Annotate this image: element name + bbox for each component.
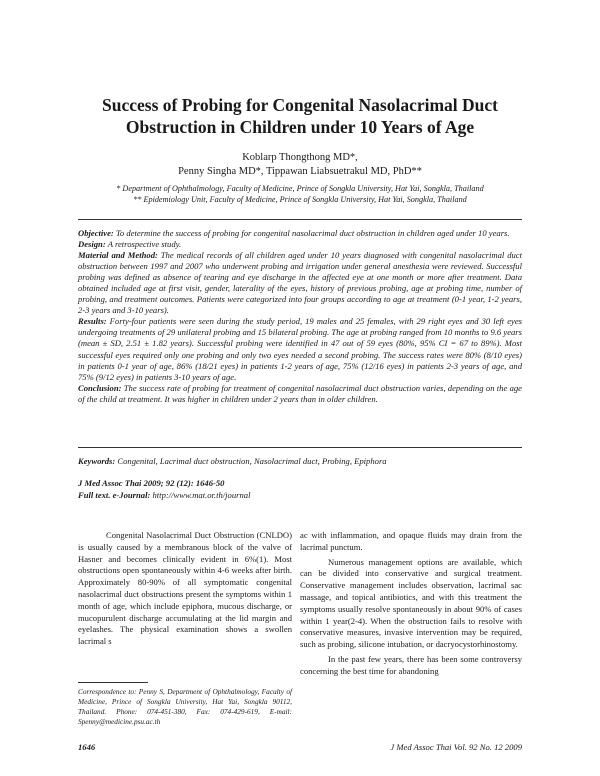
keywords xyxy=(78,456,522,466)
abstract-methods xyxy=(78,250,522,316)
body-paragraph-1: Congenital Nasolacrimal Duct Obstruction (CNLDO) is usually caused by a membranous block of the valve of Hasner and becomes clinically evident in 6%(1). Most obstructions open spontaneously within 4-6 weeks after birth. Approximately 80-90% of all symptomatic congenital nasolacrimal duct obstructions present the symptoms within 1 month of age, which include epiphora, mucous discharge, or mucopurulent discharge accumulating at the lid margin and eyelashes. The physical examination shows a swollen lacrimal s xyxy=(78,530,292,647)
title-line-1: Success of Probing for Congenital Nasolacrimal Duct xyxy=(102,95,498,115)
journal-url[interactable]: http://www.mat.or.th/journal xyxy=(150,490,251,500)
keywords-label: Keywords: xyxy=(78,456,116,466)
paper-title xyxy=(40,94,560,138)
authors-line-1: Koblarp Thongthong MD*, xyxy=(242,152,358,163)
keywords-text: Congenital, Lacrimal duct obstruction, Nasolacrimal duct, Probing, Epiphora xyxy=(115,456,387,466)
body-paragraph-3: Numerous management options are available, which can be divided into conservative and surgical treatment. Conservative management includes observation, lacrimal sac massage, and topical antibiotics, and with this treatment the symptoms usually resolve spontaneously in about 90% of cases within 1 year(2-4). When the obstruction fails to resolve with conservative measures, invasive intervention may be required, such as probing, silicone intubation, or dacryocystorhinostomy. xyxy=(300,556,522,650)
fulltext-label: Full text. e-Journal: xyxy=(78,490,151,500)
objective-text: To determine the success of probing for congenital nasolacrimal duct obstruction in children aged under 10 years. xyxy=(113,228,510,238)
design-text: A retrospective study. xyxy=(105,239,182,250)
conclusion-label: Conclusion: xyxy=(78,382,122,393)
abstract-results xyxy=(78,316,522,382)
journal-fulltext xyxy=(78,489,522,501)
abstract-conclusion xyxy=(78,383,522,405)
journal-citation: J Med Assoc Thai 2009; 92 (12): 1646-50 xyxy=(78,478,225,488)
running-footer: J Med Assoc Thai Vol. 92 No. 12 2009 xyxy=(390,742,522,752)
body-paragraph-4: In the past few years, there has been some controversy concerning the best time for abandoning xyxy=(300,653,522,676)
methods-text: The medical records of all children aged under 10 years diagnosed with congenital nasolacrimal duct obstruction between 1997 and 2007 who underwent probing and irrigation under general anesthesia were reviewed. Successful probing was defined as absence of tearing and eye discharge in the affected eye at one month or more after treatment. Data obtained included age at first visit, gender, laterality of the eyes, history of previous probing, age at probing time, number of probing, and treatment outcomes. Patients were categorized into four groups according to age at treatment (0-1 year, 1-2 years, 2-3 years and 3-10 years). xyxy=(78,250,522,316)
methods-label: Material and Method: xyxy=(78,250,158,261)
page-number: 1646 xyxy=(78,742,96,752)
author-list xyxy=(40,151,560,179)
abstract-design xyxy=(78,239,522,250)
affiliation-1: * Department of Ophthalmology, Faculty of Medicine, Prince of Songkla University, Hat Yai, Songkla, Thailand xyxy=(116,184,484,193)
abstract-bottom-rule xyxy=(78,447,522,448)
journal-info xyxy=(78,477,522,501)
abstract-objective xyxy=(78,228,522,239)
footnote-rule xyxy=(78,682,148,683)
body-column-left xyxy=(78,530,292,648)
abstract xyxy=(78,228,522,405)
abstract-top-rule xyxy=(78,219,522,220)
affiliation-2: ** Epidemiology Unit, Faculty of Medicine, Prince of Songkla University, Hat Yai, Songkla, Thailand xyxy=(133,195,467,204)
objective-label: Objective: xyxy=(78,228,114,238)
results-text: Forty-four patients were seen during the study period, 19 males and 25 females, with 29 right eyes and 30 left eyes undergoing treatments of 29 unilateral probing and 15 bilateral probing. The age at probing ranged from 10 months to 9.6 years (mean ± SD, 2.51 ± 1.82 years). Successful probing were identified in 47 out of 59 eyes (80%, 95% CI = 67 to 89%). Most successful eyes required only one probing and only two eyes needed a second probing. The success rates were 80% (8/10 eyes) in patients 0-1 year of age, 86% (18/21 eyes) in patients 1-2 years of age, 75% (12/16 eyes) in patients 2-3 years of age, and 75% (9/12 eyes) in patients 3-10 years of age. xyxy=(78,316,522,382)
results-label: Results: xyxy=(78,316,107,327)
body-column-right xyxy=(300,530,522,678)
body-paragraph-2: ac with inflammation, and opaque fluids may drain from the lacrimal punctum. xyxy=(300,530,522,552)
affiliations xyxy=(40,183,560,205)
authors-line-2: Penny Singha MD*, Tippawan Liabsuetrakul MD, PhD** xyxy=(178,166,422,177)
conclusion-text: The success rate of probing for treatment of congenital nasolacrimal duct obstruction varies, depending on the age of the child at treatment. It was higher in children under 2 years than in older children. xyxy=(78,382,522,404)
title-line-2: Obstruction in Children under 10 Years of Age xyxy=(125,117,475,137)
design-label: Design: xyxy=(78,239,106,250)
correspondence-footnote: Correspondence to: Penny S, Department of Ophthalmology, Faculty of Medicine, Prince of Songkla University, Hat Yai, Songkla 90112, Thailand. Phone: 074-451-380, Fax: 074-429-619, E-mail: Spenny@medicine.psu.ac.th xyxy=(78,687,292,726)
